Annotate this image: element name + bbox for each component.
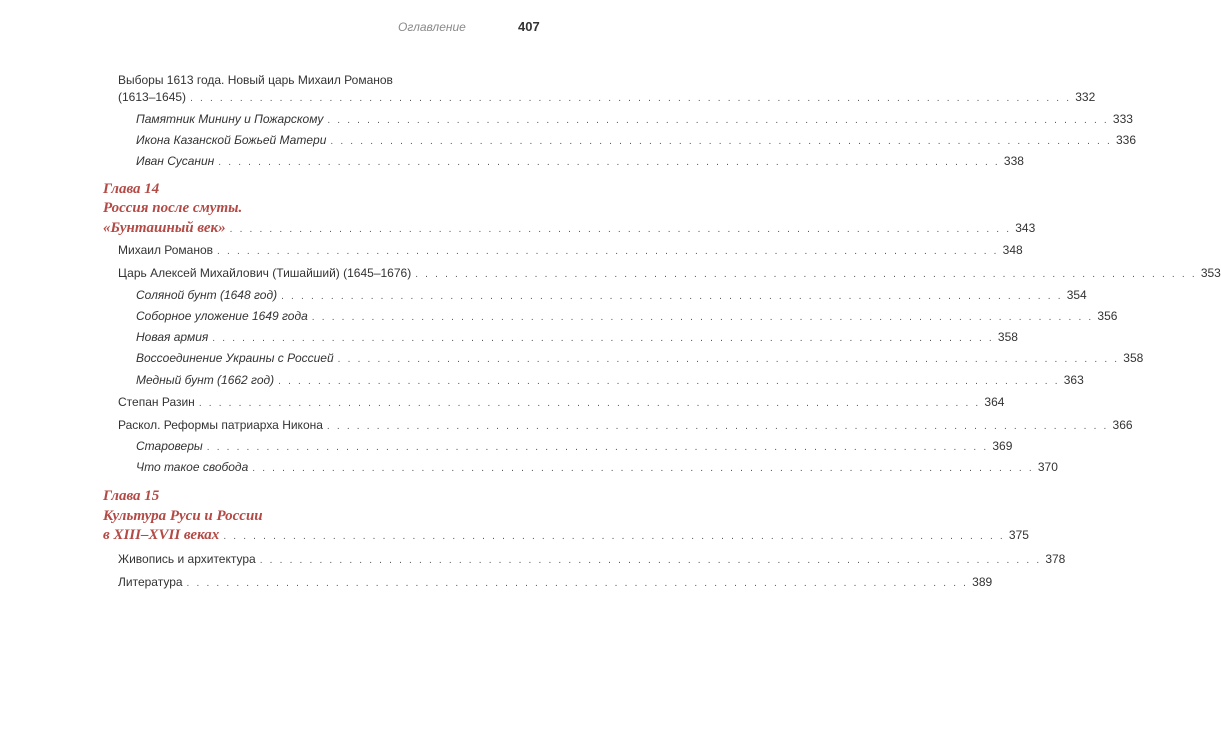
toc-page: 370 — [1037, 460, 1058, 474]
toc-entry-title-line: Выборы 1613 года. Новый царь Михаил Романов — [118, 73, 393, 87]
leader-dots: . . . . . . . . . . . . . . . . . . . . . . . . . . . . . . . . . . . . . . . . . . . . . . . . . . . . . . . . . . . . . . . . . . . . . . . . . . . . . . . — [223, 531, 1005, 542]
toc-page: 332 — [1075, 90, 1096, 104]
leader-dots: . . . . . . . . . . . . . . . . . . . . . . . . . . . . . . . . . . . . . . . . . . . . . . . . . . . . . . . . . . . . . . . . . . . . . . . . . . . . . . . — [229, 224, 1012, 235]
toc-page: 353 — [1200, 266, 1221, 280]
toc-subentry[interactable]: Памятник Минину и Пожарскому . . . . . . . . . . . . . . . . . . . . . . . . . . . . . . . . . . . . . . . . . . . . . . . . . . . . . . . . . . . . . . . . . . . . . . . . . . . . . . . 333 — [136, 111, 470, 127]
toc-subentry[interactable]: Староверы . . . . . . . . . . . . . . . . . . . . . . . . . . . . . . . . . . . . . . . . . . . . . . . . . . . . . . . . . . . . . . . . . . . . . . . . . . . . . . . 369 — [136, 438, 470, 454]
leader-dots: . . . . . . . . . . . . . . . . . . . . . . . . . . . . . . . . . . . . . . . . . . . . . . . . . . . . . . . . . . . . . . . . . . . . . . . . . . . . . . . — [278, 376, 1060, 387]
toc-subentry[interactable]: Иван Сусанин . . . . . . . . . . . . . . . . . . . . . . . . . . . . . . . . . . . . . . . . . . . . . . . . . . . . . . . . . . . . . . . . . . . . . . . . . . . . . . . 338 — [136, 153, 470, 169]
toc-entry[interactable]: Литература . . . . . . . . . . . . . . . . . . . . . . . . . . . . . . . . . . . . . . . . . . . . . . . . . . . . . . . . . . . . . . . . . . . . . . . . . . . . . . . 389 — [118, 574, 470, 590]
toc-page: 389 — [972, 575, 993, 589]
chapter-14-label: Глава 14 — [103, 181, 160, 197]
leader-dots: . . . . . . . . . . . . . . . . . . . . . . . . . . . . . . . . . . . . . . . . . . . . . . . . . . . . . . . . . . . . . . . . . . . . . . . . . . . . . . . . . . . . . . . . . — [190, 93, 1072, 104]
toc-page: 356 — [1097, 309, 1118, 323]
leader-dots: . . . . . . . . . . . . . . . . . . . . . . . . . . . . . . . . . . . . . . . . . . . . . . . . . . . . . . . . . . . . . . . . . . . . . . . . . . . . . . . — [330, 136, 1112, 147]
toc-page: 333 — [1112, 112, 1133, 126]
running-header-title: Оглавление — [398, 20, 466, 34]
leader-dots: . . . . . . . . . . . . . . . . . . . . . . . . . . . . . . . . . . . . . . . . . . . . . . . . . . . . . . . . . . . . . . . . . . . . . . . . . . . . . . . — [259, 555, 1042, 566]
toc-subentry[interactable]: Соляной бунт (1648 год) . . . . . . . . . . . . . . . . . . . . . . . . . . . . . . . . . . . . . . . . . . . . . . . . . . . . . . . . . . . . . . . . . . . . . . . . . . . . . . . 354 — [136, 287, 470, 303]
leader-dots: . . . . . . . . . . . . . . . . . . . . . . . . . . . . . . . . . . . . . . . . . . . . . . . . . . . . . . . . . . . . . . . . . . . . . . . . . . . . . . . — [252, 463, 1034, 474]
leader-dots: . . . . . . . . . . . . . . . . . . . . . . . . . . . . . . . . . . . . . . . . . . . . . . . . . . . . . . . . . . . . . . . . . . . . . . . . . . . . . . . — [281, 291, 1063, 302]
leader-dots: . . . . . . . . . . . . . . . . . . . . . . . . . . . . . . . . . . . . . . . . . . . . . . . . . . . . . . . . . . . . . . . . . . . . . . . . . . . . . . . — [311, 312, 1094, 323]
toc-page: 354 — [1066, 288, 1087, 302]
toc-page: 369 — [992, 439, 1013, 453]
toc-entry[interactable]: Живопись и архитектура . . . . . . . . . . . . . . . . . . . . . . . . . . . . . . . . . . . . . . . . . . . . . . . . . . . . . . . . . . . . . . . . . . . . . . . . . . . . . . . 378 — [118, 551, 470, 567]
toc-page: 358 — [1123, 351, 1144, 365]
toc-entry[interactable]: Раскол. Реформы патриарха Никона . . . . . . . . . . . . . . . . . . . . . . . . . . . . . . . . . . . . . . . . . . . . . . . . . . . . . . . . . . . . . . . . . . . . . . . . . . . . . . . 366 — [118, 417, 470, 433]
toc-subentry[interactable]: Соборное уложение 1649 года . . . . . . . . . . . . . . . . . . . . . . . . . . . . . . . . . . . . . . . . . . . . . . . . . . . . . . . . . . . . . . . . . . . . . . . . . . . . . . . 356 — [136, 308, 470, 324]
toc-subentry[interactable]: Воссоединение Украины с Россией . . . . . . . . . . . . . . . . . . . . . . . . . . . . . . . . . . . . . . . . . . . . . . . . . . . . . . . . . . . . . . . . . . . . . . . . . . . . . . . 358 — [136, 350, 470, 366]
leader-dots: . . . . . . . . . . . . . . . . . . . . . . . . . . . . . . . . . . . . . . . . . . . . . . . . . . . . . . . . . . . . . . . . . . . . . . . . . . . . . . . — [186, 578, 969, 589]
toc-page: 366 — [1112, 418, 1133, 432]
chapter-14-title-line1: Россия после смуты. — [103, 200, 243, 216]
toc-page: 348 — [1002, 243, 1023, 257]
leader-dots: . . . . . . . . . . . . . . . . . . . . . . . . . . . . . . . . . . . . . . . . . . . . . . . . . . . . . . . . . . . . . . . . . . . . . . . . . . . . . . . — [327, 115, 1109, 126]
toc-page: 338 — [1003, 154, 1024, 168]
leader-dots: . . . . . . . . . . . . . . . . . . . . . . . . . . . . . . . . . . . . . . . . . . . . . . . . . . . . . . . . . . . . . . . . . . . . . . . . . . . . . . . — [415, 269, 1197, 280]
toc-page: 378 — [1045, 552, 1066, 566]
toc-entry[interactable]: Степан Разин . . . . . . . . . . . . . . . . . . . . . . . . . . . . . . . . . . . . . . . . . . . . . . . . . . . . . . . . . . . . . . . . . . . . . . . . . . . . . . . 364 — [118, 394, 470, 410]
toc-page: 358 — [997, 330, 1018, 344]
leader-dots: . . . . . . . . . . . . . . . . . . . . . . . . . . . . . . . . . . . . . . . . . . . . . . . . . . . . . . . . . . . . . . . . . . . . . . . . . . . . . . . — [212, 333, 994, 344]
toc-subentry[interactable]: Новая армия . . . . . . . . . . . . . . . . . . . . . . . . . . . . . . . . . . . . . . . . . . . . . . . . . . . . . . . . . . . . . . . . . . . . . . . . . . . . . . . 358 — [136, 329, 470, 345]
chapter-15-entry[interactable]: в XIII–XVII веках . . . . . . . . . . . . . . . . . . . . . . . . . . . . . . . . . . . . . . . . . . . . . . . . . . . . . . . . . . . . . . . . . . . . . . . . . . . . . . . 375 — [103, 526, 470, 544]
toc-entry[interactable]: Царь Алексей Михайлович (Тишайший) (1645–1676) . . . . . . . . . . . . . . . . . . . . . . . . . . . . . . . . . . . . . . . . . . . . . . . . . . . . . . . . . . . . . . . . . . . . . . . . . . . . . . . 353 — [118, 265, 470, 281]
toc-entry[interactable]: Михаил Романов . . . . . . . . . . . . . . . . . . . . . . . . . . . . . . . . . . . . . . . . . . . . . . . . . . . . . . . . . . . . . . . . . . . . . . . . . . . . . . . 348 — [118, 242, 470, 258]
toc-page: 343 — [1015, 221, 1036, 235]
chapter-15-title-line1: Культура Руси и России — [103, 508, 263, 524]
toc-page: 363 — [1063, 373, 1084, 387]
toc-page: 336 — [1116, 133, 1137, 147]
leader-dots: . . . . . . . . . . . . . . . . . . . . . . . . . . . . . . . . . . . . . . . . . . . . . . . . . . . . . . . . . . . . . . . . . . . . . . . . . . . . . . . — [337, 354, 1120, 365]
leader-dots: . . . . . . . . . . . . . . . . . . . . . . . . . . . . . . . . . . . . . . . . . . . . . . . . . . . . . . . . . . . . . . . . . . . . . . . . . . . . . . . — [326, 421, 1109, 432]
page-number: 407 — [518, 19, 540, 34]
leader-dots: . . . . . . . . . . . . . . . . . . . . . . . . . . . . . . . . . . . . . . . . . . . . . . . . . . . . . . . . . . . . . . . . . . . . . . . . . . . . . . . — [206, 442, 989, 453]
toc-subentry[interactable]: Медный бунт (1662 год) . . . . . . . . . . . . . . . . . . . . . . . . . . . . . . . . . . . . . . . . . . . . . . . . . . . . . . . . . . . . . . . . . . . . . . . . . . . . . . . 363 — [136, 372, 470, 388]
leader-dots: . . . . . . . . . . . . . . . . . . . . . . . . . . . . . . . . . . . . . . . . . . . . . . . . . . . . . . . . . . . . . . . . . . . . . . . . . . . . . . . — [198, 398, 981, 409]
chapter-15-label: Глава 15 — [103, 488, 160, 504]
toc-subentry[interactable]: Что такое свобода . . . . . . . . . . . . . . . . . . . . . . . . . . . . . . . . . . . . . . . . . . . . . . . . . . . . . . . . . . . . . . . . . . . . . . . . . . . . . . . 370 — [136, 459, 470, 475]
leader-dots: . . . . . . . . . . . . . . . . . . . . . . . . . . . . . . . . . . . . . . . . . . . . . . . . . . . . . . . . . . . . . . . . . . . . . . . . . . . . . . . — [217, 246, 999, 257]
leader-dots: . . . . . . . . . . . . . . . . . . . . . . . . . . . . . . . . . . . . . . . . . . . . . . . . . . . . . . . . . . . . . . . . . . . . . . . . . . . . . . . — [218, 157, 1000, 168]
toc-page: 364 — [984, 395, 1005, 409]
toc-page: 375 — [1008, 528, 1029, 542]
toc-entry[interactable]: (1613–1645) . . . . . . . . . . . . . . . . . . . . . . . . . . . . . . . . . . . . . . . . . . . . . . . . . . . . . . . . . . . . . . . . . . . . . . . . . . . . . . . . . . . . . . . . . 332 — [118, 89, 470, 105]
chapter-14-entry[interactable]: «Бунташный век» . . . . . . . . . . . . . . . . . . . . . . . . . . . . . . . . . . . . . . . . . . . . . . . . . . . . . . . . . . . . . . . . . . . . . . . . . . . . . . . 343 — [103, 219, 470, 237]
toc-subentry[interactable]: Икона Казанской Божьей Матери . . . . . . . . . . . . . . . . . . . . . . . . . . . . . . . . . . . . . . . . . . . . . . . . . . . . . . . . . . . . . . . . . . . . . . . . . . . . . . . 336 — [136, 132, 470, 148]
